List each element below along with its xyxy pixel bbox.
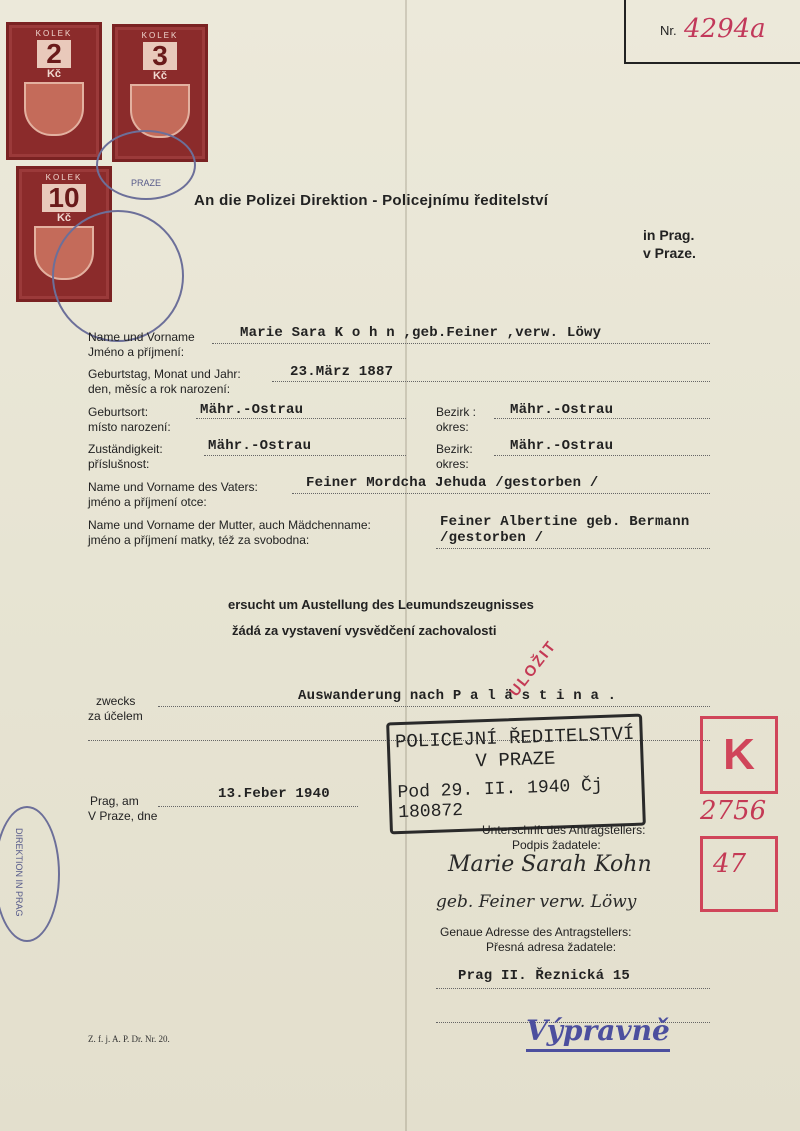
birth-label-cz: den, měsíc a rok narození: (88, 382, 231, 396)
stamp-currency: Kč (56, 212, 72, 224)
father-label-cz: jméno a příjmení otce: (88, 495, 207, 509)
birth-label-de: Geburtstag, Monat und Jahr: (88, 367, 241, 381)
district1-label-de: Bezirk : (436, 405, 477, 419)
police-stamp (386, 714, 646, 835)
stamp-value: 3 (143, 42, 177, 70)
round-stamp-text: PRAZE (130, 178, 161, 188)
mother-line (436, 548, 710, 549)
address-line (436, 988, 710, 989)
birthplace-line (196, 418, 406, 419)
birth-value: 23.März 1887 (290, 364, 394, 380)
mother-value-1: Feiner Albertine geb. Bermann (440, 514, 690, 530)
k-box-stamp: K (700, 716, 778, 794)
city-de: in Prag. (643, 227, 695, 243)
round-stamp-direction (0, 806, 60, 942)
domicile-line (204, 455, 406, 456)
birth-line (272, 381, 710, 382)
date-line (158, 806, 358, 807)
date-label-cz: V Praze, dne (88, 809, 158, 823)
district2-label-cz: okres: (436, 457, 469, 471)
district1-line (494, 418, 710, 419)
vypravne-stamp: Výpravně (526, 1014, 670, 1052)
signature-line1: Marie Sarah Kohn (448, 852, 652, 877)
mother-value-2: /gestorben / (440, 530, 544, 546)
number-value: 4294a (684, 14, 766, 44)
purpose-label-de: zwecks (96, 694, 136, 708)
form-code: Z. f. j. A. P. Dr. Nr. 20. (88, 1034, 170, 1044)
father-value: Feiner Mordcha Jehuda /gestorben / (306, 475, 599, 491)
district2-value: Mähr.-Ostrau (510, 438, 614, 454)
name-label-de: Name und Vorname (88, 330, 195, 344)
police-stamp-line1: POLICEJNÍ ŘEDITELSTVÍ (394, 722, 635, 754)
address-value: Prag II. Řeznická 15 (458, 968, 631, 984)
margin-number-1: 2756 (700, 796, 767, 826)
date-value: 13.Feber 1940 (218, 786, 330, 802)
fold-line (405, 0, 407, 1131)
stamp-currency: Kč (46, 68, 62, 80)
request-cz: žádá za vystavení vysvědčení zachovalosti (232, 623, 497, 638)
round-stamp-direction-text: DIREKTION IN PRAG (14, 828, 24, 917)
domicile-label-cz: příslušnost: (88, 457, 150, 471)
signature-line2: geb. Feiner verw. Löwy (436, 892, 637, 912)
domicile-value: Mähr.-Ostrau (208, 438, 312, 454)
stamp-top-text: KOLEK (45, 173, 83, 182)
father-label-de: Name und Vorname des Vaters: (88, 480, 258, 494)
address-label-de: Genaue Adresse des Antragstellers: (440, 925, 632, 939)
purpose-value: Auswanderung nach P a l ä s t i n a . (298, 688, 617, 704)
stamp-value: 10 (42, 184, 86, 212)
purpose-label-cz: za účelem (88, 709, 143, 723)
round-stamp-praze (96, 130, 196, 200)
city-cz: v Praze. (643, 245, 696, 261)
father-line (292, 493, 710, 494)
red-stamp-ulozit: ULOŽIT (506, 637, 561, 700)
address-label-cz: Přesná adresa žadatele: (486, 940, 617, 954)
fiscal-stamp-2 (6, 22, 102, 160)
number-label: Nr. (660, 23, 677, 38)
purpose-line (158, 706, 710, 707)
signature-label-cz: Podpis žadatele: (512, 838, 601, 852)
stamp-currency: Kč (152, 70, 168, 82)
stamp-top-text: KOLEK (141, 31, 179, 40)
stamp-value: 2 (37, 40, 71, 68)
district2-line (494, 455, 710, 456)
birthplace-label-cz: místo narození: (88, 420, 171, 434)
round-stamp-large (52, 210, 184, 342)
police-stamp-line2: V PRAZE (475, 747, 556, 773)
request-de: ersucht um Austellung des Leumundszeugnisses (228, 597, 534, 612)
lion-shield-icon (24, 82, 84, 136)
signature-label-de: Unterschrift des Antragstellers: (482, 823, 646, 837)
mother-label-cz: jméno a příjmení matky, též za svobodna: (88, 533, 310, 547)
birthplace-value: Mähr.-Ostrau (200, 402, 304, 418)
name-line (212, 343, 710, 344)
name-value: Marie Sara K o h n ,geb.Feiner ,verw. Löwy (240, 325, 602, 341)
margin-box-2 (700, 836, 778, 912)
number-box (624, 0, 800, 64)
district2-label-de: Bezirk: (436, 442, 473, 456)
date-label-de: Prag, am (90, 794, 139, 808)
district1-value: Mähr.-Ostrau (510, 402, 614, 418)
police-stamp-line3: Pod 29. II. 1940 Čj 180872 (397, 775, 604, 824)
name-label-cz: Jméno a příjmení: (88, 345, 185, 359)
stamp-top-text: KOLEK (35, 29, 73, 38)
margin-number-2: 47 (713, 849, 747, 879)
district1-label-cz: okres: (436, 420, 469, 434)
birthplace-label-de: Geburtsort: (88, 405, 149, 419)
addressee-heading: An die Polizei Direktion - Policejnímu ředitelství (194, 192, 549, 209)
domicile-label-de: Zuständigkeit: (88, 442, 163, 456)
mother-label-de: Name und Vorname der Mutter, auch Mädchenname: (88, 518, 371, 532)
